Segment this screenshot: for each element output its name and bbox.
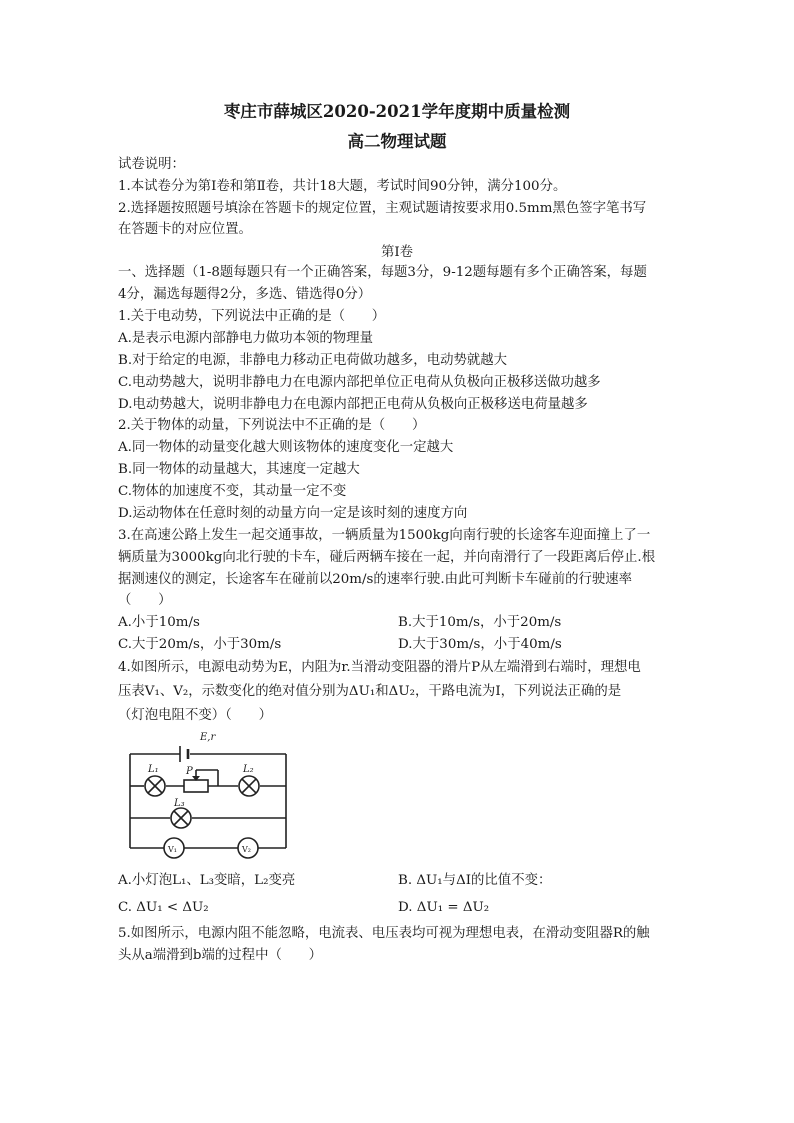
question-stem: 2.关于物体的动量，下列说法中不正确的是（ ） <box>118 418 426 433</box>
option-d: D.大于30m/s，小于40m/s <box>398 637 562 652</box>
option-b: B.大于10m/s，小于20m/s <box>398 615 562 630</box>
section-title: 第Ⅰ卷 <box>380 245 414 260</box>
instructions-heading: 试卷说明： <box>118 157 185 172</box>
question-stem: 1.关于电动势，下列说法中正确的是（ ） <box>118 309 386 324</box>
circuit-diagram <box>118 726 298 866</box>
question-stem: 辆质量为3000kg向北行驶的卡车，碰后两辆车接在一起，并向南滑行了一段距离后停止.根 <box>118 550 656 565</box>
slider-label: P <box>186 766 193 777</box>
question-stem: 压表V₁、V₂，示数变化的绝对值分别为ΔU₁和ΔU₂，干路电流为I，下列说法正确的是 <box>118 684 622 699</box>
option-b: B.对于给定的电源，非静电力移动正电荷做功越多，电动势就越大 <box>118 353 508 368</box>
option-a: A.是表示电源内部静电力做功本领的物理量 <box>118 331 373 346</box>
option-d: D. ΔU₁ = ΔU₂ <box>398 900 490 915</box>
option-d: D.运动物体在任意时刻的动量方向一定是该时刻的速度方向 <box>118 506 468 521</box>
question-stem: 4.如图所示，电源电动势为E，内阻为r.当滑动变阻器的滑片P从左端滑到右端时，理想电 <box>118 660 641 675</box>
section-intro: 一、选择题（1-8题每题只有一个正确答案，每题3分，9-12题每题有多个正确答案，每题 <box>118 265 647 280</box>
option-a: A.同一物体的动量变化越大则该物体的速度变化一定越大 <box>118 440 454 455</box>
option-b: B. ΔU₁与ΔI的比值不变： <box>398 873 552 888</box>
option-a: A.小于10m/s <box>118 615 200 630</box>
page-title: 枣庄市薛城区2020-2021学年度期中质量检测 <box>223 102 571 121</box>
section-intro: 4分，漏选每题得2分，多选、错选得0分） <box>118 287 372 302</box>
option-d: D.电动势越大，说明非静电力在电源内部把正电荷从负极向正极移送电荷量越多 <box>118 397 588 412</box>
question-stem: 据测速仪的测定，长途客车在碰前以20m/s的速率行驶.由此可判断卡车碰前的行驶速率 <box>118 572 633 587</box>
instruction-item: 2.选择题按照题号填涂在答题卡的规定位置，主观试题请按要求用0.5mm黑色签字笔书写 <box>118 201 647 216</box>
instruction-item: 在答题卡的对应位置。 <box>118 222 252 237</box>
rheostat <box>184 780 208 792</box>
battery-label: E,r <box>200 732 216 743</box>
lamp-l1-label: L₁ <box>148 764 159 775</box>
instruction-item: 1.本试卷分为第Ⅰ卷和第Ⅱ卷，共计18大题，考试时间90分钟，满分100分。 <box>118 179 567 194</box>
voltmeter-v1-label: V₁ <box>168 845 177 854</box>
question-stem: 3.在高速公路上发生一起交通事故，一辆质量为1500kg向南行驶的长途客车迎面撞上了一 <box>118 528 651 543</box>
question-stem: （ ） <box>118 593 172 608</box>
option-c: C.电动势越大，说明非静电力在电源内部把单位正电荷从负极向正极移送做功越多 <box>118 375 601 390</box>
option-c: C. ΔU₁ < ΔU₂ <box>118 900 209 915</box>
option-a: A.小灯泡L₁、L₃变暗，L₂变亮 <box>118 873 296 888</box>
lamp-l2-label: L₂ <box>243 764 254 775</box>
lamp-l3-label: L₃ <box>174 798 185 809</box>
option-c: C.大于20m/s，小于30m/s <box>118 637 282 652</box>
question-stem: 头从a端滑到b端的过程中（ ） <box>118 948 323 963</box>
option-b: B.同一物体的动量越大，其速度一定越大 <box>118 462 360 477</box>
option-c: C.物体的加速度不变，其动量一定不变 <box>118 484 347 499</box>
voltmeter-v2-label: V₂ <box>242 845 251 854</box>
page-subtitle: 高二物理试题 <box>347 132 447 151</box>
question-stem: 5.如图所示，电源内阻不能忽略，电流表、电压表均可视为理想电表，在滑动变阻器R的触 <box>118 926 650 941</box>
question-stem: （灯泡电阻不变）（ ） <box>118 708 272 723</box>
